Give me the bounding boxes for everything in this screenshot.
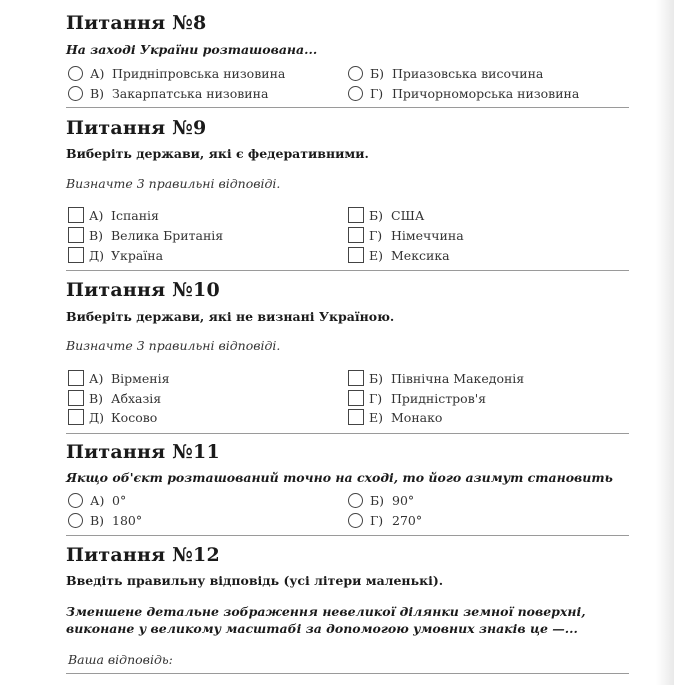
option-c[interactable] [68, 389, 161, 407]
question-text: Зменшене детальне зображення невеликої ділянки земної поверхні, виконане у великому масштабі за допомогою умовних знаків це —... [66, 604, 586, 636]
option-text: Північна Македонія [391, 370, 525, 386]
option-letter: А) [90, 492, 105, 508]
option-d[interactable] [348, 226, 464, 244]
question-divider [66, 107, 629, 108]
question-divider [66, 535, 629, 536]
option-text: Абхазія [111, 390, 162, 406]
option-letter: Д) [89, 409, 105, 425]
question-title: Питання №9 [66, 117, 207, 139]
question-title: Питання №11 [66, 441, 220, 463]
option-c[interactable] [68, 226, 223, 244]
question-title: Питання №10 [66, 279, 220, 301]
checkbox[interactable] [68, 247, 84, 263]
checkbox[interactable] [68, 390, 84, 406]
radio-button[interactable] [348, 66, 363, 81]
option-e[interactable] [68, 246, 163, 264]
checkbox[interactable] [68, 227, 84, 243]
question-prompt: Виберіть держави, які є федеративними. [66, 146, 369, 161]
option-text: Німеччина [391, 227, 464, 243]
option-a[interactable] [68, 206, 159, 224]
option-text: Велика Британія [111, 227, 224, 243]
radio-button[interactable] [68, 513, 83, 528]
option-d[interactable] [348, 511, 422, 529]
option-a[interactable] [68, 491, 126, 509]
option-letter: Д) [89, 247, 105, 263]
option-text: Іспанія [111, 207, 159, 223]
option-letter: Г) [369, 227, 383, 243]
option-letter: Г) [369, 390, 383, 406]
option-letter: Е) [369, 409, 384, 425]
answer-input-line[interactable] [66, 673, 629, 674]
option-a[interactable] [68, 369, 170, 387]
checkbox[interactable] [348, 390, 364, 406]
option-letter: А) [89, 207, 104, 223]
option-text: Косово [111, 409, 158, 425]
checkbox[interactable] [68, 207, 84, 223]
question-prompt: Якщо об'єкт розташований точно на сході, то його азимут становить [66, 470, 613, 485]
checkbox[interactable] [348, 227, 364, 243]
radio-button[interactable] [348, 513, 363, 528]
question-note: Визначте 3 правильні відповіді. [66, 176, 281, 191]
option-text: 270° [392, 512, 423, 528]
option-letter: Е) [369, 247, 384, 263]
checkbox[interactable] [348, 409, 364, 425]
option-text: США [391, 207, 425, 223]
option-letter: В) [89, 227, 104, 243]
option-text: Україна [111, 247, 164, 263]
option-text: Придністров'я [391, 390, 487, 406]
option-letter: В) [89, 390, 104, 406]
question-prompt: Виберіть держави, які не визнані Україною. [66, 309, 395, 324]
checkbox[interactable] [348, 207, 364, 223]
option-c[interactable] [68, 511, 142, 529]
option-letter: Г) [370, 512, 384, 528]
option-d[interactable] [348, 389, 486, 407]
question-note: Визначте 3 правильні відповіді. [66, 338, 281, 353]
option-b[interactable] [348, 369, 524, 387]
option-text: 90° [392, 492, 415, 508]
option-f[interactable] [348, 246, 450, 264]
option-f[interactable] [348, 408, 442, 426]
checkbox[interactable] [348, 370, 364, 386]
question-divider [66, 433, 629, 434]
answer-label: Ваша відповідь: [68, 652, 173, 667]
checkbox[interactable] [348, 247, 364, 263]
option-letter: А) [90, 65, 105, 81]
option-letter: Б) [369, 207, 384, 223]
option-letter: Б) [369, 370, 384, 386]
option-letter: Б) [370, 65, 385, 81]
option-text: Приазовська височина [392, 65, 544, 81]
option-text: Мексика [391, 247, 450, 263]
option-text: Вірменія [111, 370, 170, 386]
option-letter: Г) [370, 85, 384, 101]
radio-button[interactable] [68, 493, 83, 508]
option-b[interactable] [348, 206, 424, 224]
option-c[interactable] [68, 84, 268, 102]
option-text: Закарпатська низовина [112, 85, 269, 101]
option-e[interactable] [68, 408, 157, 426]
option-a[interactable] [68, 64, 285, 82]
option-b[interactable] [348, 64, 543, 82]
radio-button[interactable] [348, 86, 363, 101]
option-letter: А) [89, 370, 104, 386]
radio-button[interactable] [348, 493, 363, 508]
option-letter: В) [90, 512, 105, 528]
question-title: Питання №8 [66, 12, 207, 34]
question-prompt: Введіть правильну відповідь (усі літери маленькі). [66, 573, 444, 588]
option-text: 180° [112, 512, 143, 528]
radio-button[interactable] [68, 66, 83, 81]
question-title: Питання №12 [66, 544, 220, 566]
checkbox[interactable] [68, 409, 84, 425]
page-edge-shadow [656, 0, 674, 685]
option-b[interactable] [348, 491, 414, 509]
radio-button[interactable] [68, 86, 83, 101]
checkbox[interactable] [68, 370, 84, 386]
option-text: Монако [391, 409, 443, 425]
option-text: Причорноморська низовина [392, 85, 580, 101]
question-prompt: На заході України розташована... [66, 42, 318, 57]
question-divider [66, 270, 629, 271]
option-letter: Б) [370, 492, 385, 508]
option-text: 0° [112, 492, 127, 508]
option-d[interactable] [348, 84, 579, 102]
option-text: Придніпровська низовина [112, 65, 286, 81]
option-letter: В) [90, 85, 105, 101]
